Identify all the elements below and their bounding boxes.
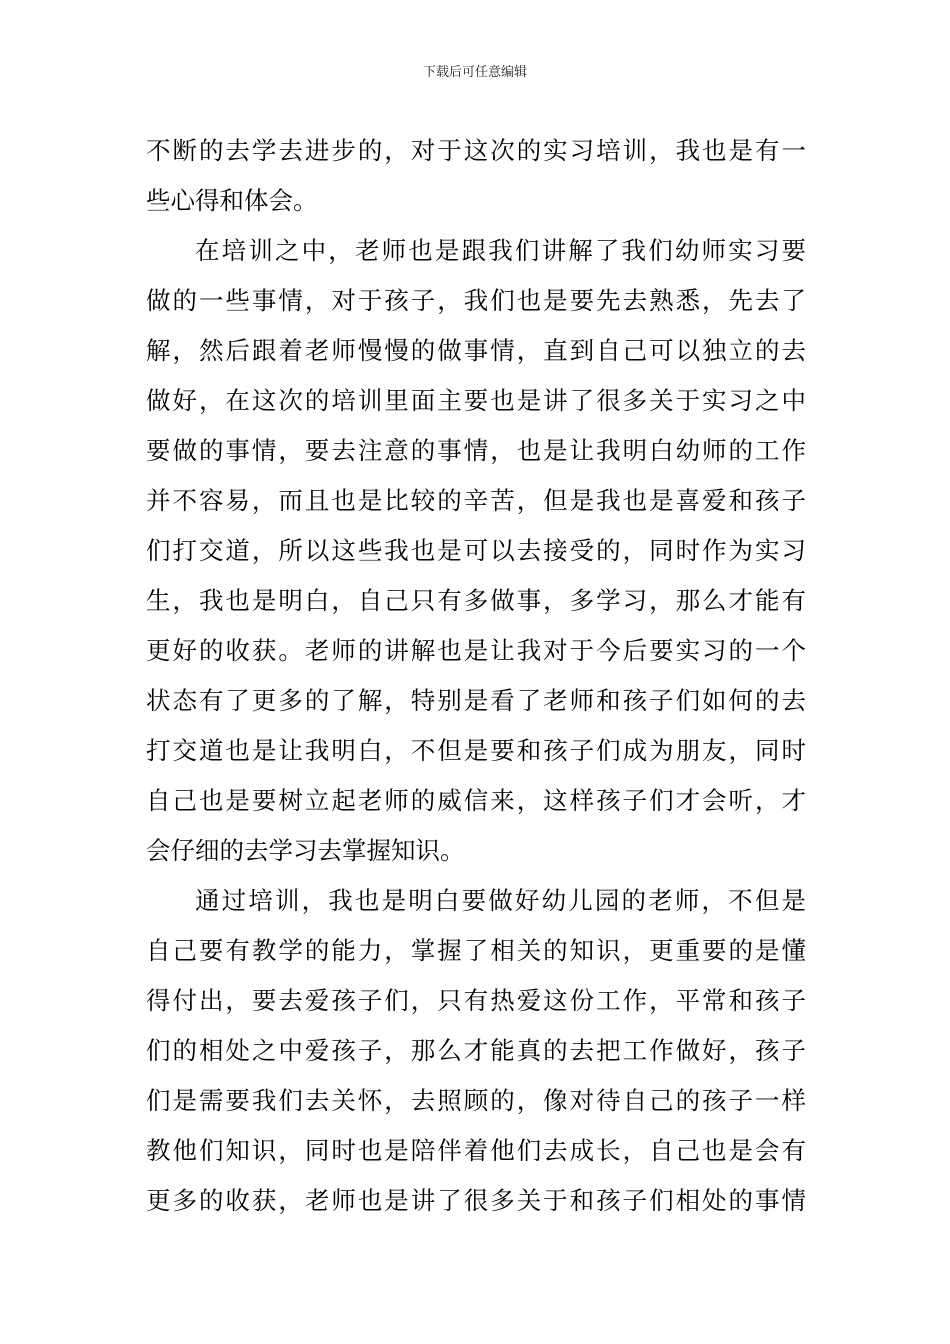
text-line: 自己也是要树立起老师的威信来，这样孩子们才会听，才	[146, 786, 806, 815]
text-line: 得付出，要去爱孩子们，只有热爱这份工作，平常和孩子	[146, 986, 806, 1015]
text-line: 些心得和体会。	[146, 186, 318, 215]
text-line: 状态有了更多的了解，特别是看了老师和孩子们如何的去	[146, 686, 806, 715]
text-line: 在培训之中，老师也是跟我们讲解了我们幼师实习要	[195, 236, 806, 265]
text-line: 并不容易，而且也是比较的辛苦，但是我也是喜爱和孩子	[146, 486, 806, 515]
document-body	[146, 126, 806, 1226]
text-line: 打交道也是让我明白，不但是要和孩子们成为朋友，同时	[146, 736, 806, 765]
text-line: 自己要有教学的能力，掌握了相关的知识，更重要的是懂	[146, 936, 806, 965]
text-line: 生，我也是明白，自己只有多做事，多学习，那么才能有	[146, 586, 806, 615]
text-line: 更好的收获。老师的讲解也是让我对于今后要实习的一个	[146, 636, 806, 665]
paragraph-2	[146, 226, 806, 876]
text-line: 解，然后跟着老师慢慢的做事情，直到自己可以独立的去	[146, 336, 806, 365]
text-line: 要做的事情，要去注意的事情，也是让我明白幼师的工作	[146, 436, 806, 465]
page-header: 下载后可任意编辑	[422, 65, 527, 80]
text-line: 更多的收获，老师也是讲了很多关于和孩子们相处的事情	[146, 1186, 806, 1215]
paragraph-3	[146, 876, 806, 1226]
text-line: 们是需要我们去关怀，去照顾的，像对待自己的孩子一样	[146, 1086, 806, 1115]
text-line: 通过培训，我也是明白要做好幼儿园的老师，不但是	[195, 886, 806, 915]
paragraph-1	[146, 126, 806, 226]
text-line: 们打交道，所以这些我也是可以去接受的，同时作为实习	[146, 536, 806, 565]
text-line: 做的一些事情，对于孩子，我们也是要先去熟悉，先去了	[146, 286, 806, 315]
text-line: 不断的去学去进步的，对于这次的实习培训，我也是有一	[146, 136, 806, 165]
text-line: 教他们知识，同时也是陪伴着他们去成长，自己也是会有	[146, 1136, 806, 1165]
text-line: 做好，在这次的培训里面主要也是讲了很多关于实习之中	[146, 386, 806, 415]
text-line: 们的相处之中爱孩子，那么才能真的去把工作做好，孩子	[146, 1036, 806, 1065]
text-line: 会仔细的去学习去掌握知识。	[146, 836, 465, 865]
